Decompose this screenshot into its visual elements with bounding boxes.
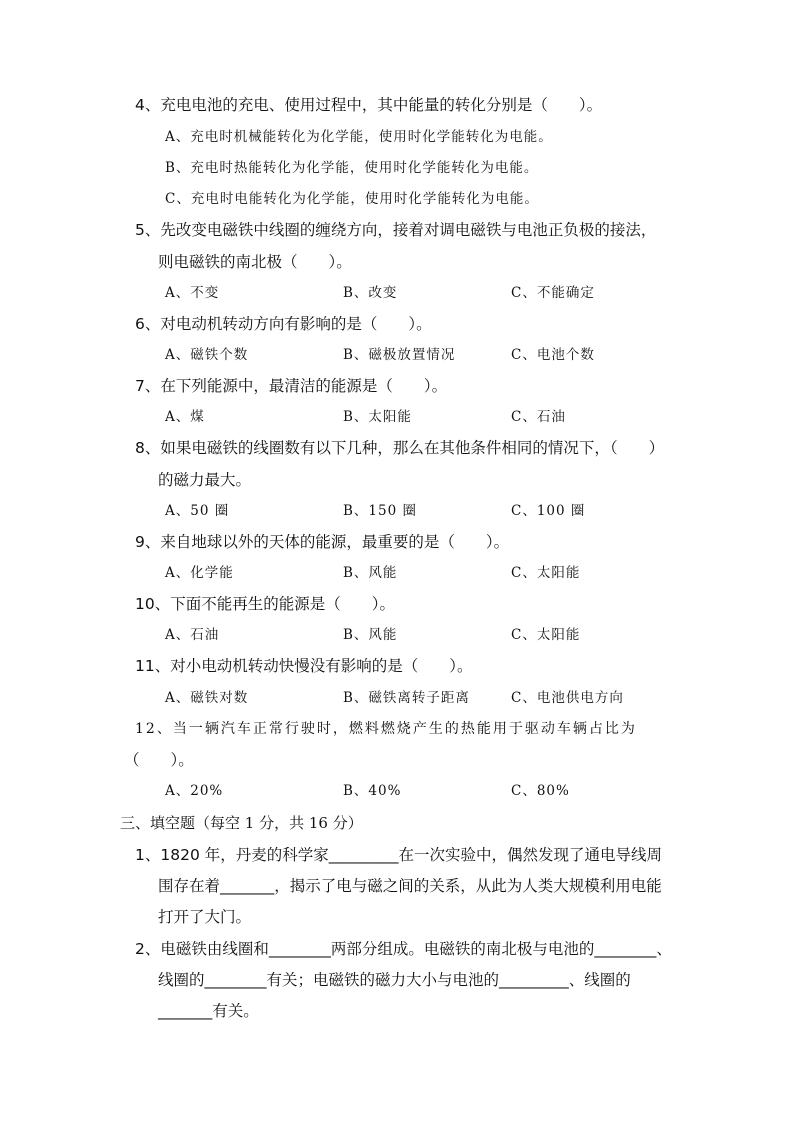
question-9-stem: 9、来自地球以外的天体的能源，最重要的是（ ）。 [135, 533, 510, 551]
question-11-option-b: B、磁铁离转子距离 [343, 690, 470, 706]
fill-question-2-line-1: 2、电磁铁由线圈和________两部分组成。电磁铁的南北极与电池的________、 [135, 940, 672, 958]
fill-question-1-line-1: 1、1820 年，丹麦的科学家_________在一次实验中，偶然发现了通电导线周 [135, 846, 662, 864]
question-6-option-b: B、磁极放置情况 [343, 347, 456, 363]
question-4-option-a: A、充电时机械能转化为化学能，使用时化学能转化为电能。 [165, 129, 553, 145]
question-6-option-a: A、磁铁个数 [165, 347, 249, 363]
question-12-stem: 12、当一辆汽车正常行驶时，燃料燃烧产生的热能用于驱动车辆占比为 [135, 721, 637, 737]
question-7-stem: 7、在下列能源中，最清洁的能源是（ ）。 [135, 377, 448, 395]
question-8-stem: 8、如果电磁铁的线圈数有以下几种，那么在其他条件相同的情况下，（ ） [135, 439, 665, 457]
question-9-option-a: A、化学能 [165, 565, 234, 581]
question-8-option-c: C、100 圈 [511, 503, 586, 519]
question-6-option-c: C、电池个数 [511, 347, 595, 363]
question-9-option-b: B、风能 [343, 565, 398, 581]
question-12-option-b: B、40% [343, 783, 402, 799]
question-9-option-c: C、太阳能 [511, 565, 581, 581]
question-10-stem: 10、下面不能再生的能源是（ ）。 [135, 595, 395, 613]
question-5-option-c: C、不能确定 [511, 285, 595, 301]
fill-question-1-line-2: 围存在着_______，揭示了电与磁之间的关系，从此为人类大规模利用电能 [158, 877, 662, 895]
question-12-option-c: C、80% [511, 783, 570, 799]
question-11-option-a: A、磁铁对数 [165, 690, 249, 706]
question-12-stem-cont: （ ）。 [124, 751, 194, 769]
question-10-option-b: B、风能 [343, 627, 398, 643]
fill-question-2-line-3: _______有关。 [158, 1002, 259, 1020]
question-5-option-a: A、不变 [165, 285, 220, 301]
question-8-option-a: A、50 圈 [165, 503, 230, 519]
question-11-stem: 11、对小电动机转动快慢没有影响的是（ ）。 [135, 657, 473, 675]
question-10-option-a: A、石油 [165, 627, 220, 643]
question-5-stem-cont: 则电磁铁的南北极（ ）。 [158, 253, 352, 271]
question-11-option-c: C、电池供电方向 [511, 690, 624, 706]
question-6-stem: 6、对电动机转动方向有影响的是（ ）。 [135, 315, 432, 333]
fill-question-1-line-3: 打开了大门。 [158, 908, 252, 926]
question-7-option-b: B、太阳能 [343, 409, 412, 425]
section-3-title: 三、填空题（每空 1 分，共 16 分） [120, 814, 363, 832]
question-7-option-c: C、石油 [511, 409, 566, 425]
question-12-option-a: A、20% [165, 783, 224, 799]
question-4-stem: 4、充电电池的充电、使用过程中，其中能量的转化分别是（ ）。 [135, 96, 603, 114]
question-8-stem-cont: 的磁力最大。 [158, 471, 252, 489]
question-5-option-b: B、改变 [343, 285, 398, 301]
fill-question-2-line-2: 线圈的________有关；电磁铁的磁力大小与电池的_________、线圈的 [158, 971, 631, 989]
question-10-option-c: C、太阳能 [511, 627, 581, 643]
question-8-option-b: B、150 圈 [343, 503, 417, 519]
question-4-option-c: C、充电时电能转化为化学能，使用时化学能转化为电能。 [165, 191, 539, 207]
question-7-option-a: A、煤 [165, 409, 205, 425]
question-4-option-b: B、充电时热能转化为化学能，使用时化学能转化为电能。 [165, 160, 539, 176]
question-5-stem: 5、先改变电磁铁中线圈的缠绕方向，接着对调电磁铁与电池正负极的接法， [135, 221, 657, 239]
